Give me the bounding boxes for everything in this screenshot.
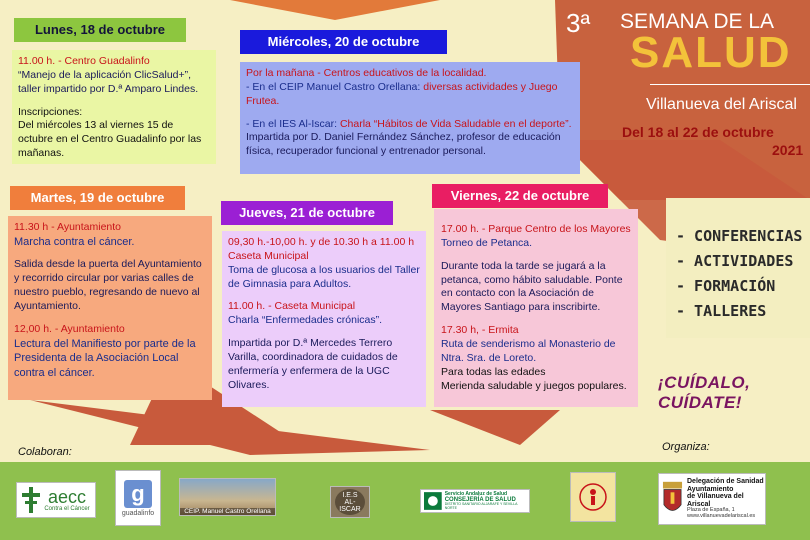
org-line3: de Villanueva del Ariscal: [687, 493, 744, 508]
monday-insc-title: Inscripciones:: [18, 105, 83, 118]
cross-icon: [22, 487, 40, 513]
monday-insc-text: Del miércoles 13 al viernes 15 de octubre en el Centro Guadalinfo por las mañanas.: [18, 119, 202, 160]
organiza-label: Organiza:: [662, 441, 710, 453]
ies-name: I.E.S AL-ISCAR: [335, 489, 365, 515]
wednesday-ies: - En el IES Al-Iscar:: [246, 117, 338, 130]
friday-e2-time: 17.30 h, - Ermita: [441, 324, 519, 337]
slogan: ¡CUÍDALO, CUÍDATE!: [658, 373, 751, 412]
place-name: Villanueva del Ariscal: [646, 96, 797, 113]
org-line2: Ayuntamiento: [687, 485, 734, 493]
thursday-e2-title: Charla “Enfermedades crónicas”.: [228, 314, 383, 327]
ceip-logo[interactable]: [179, 478, 276, 516]
activity-item: - ACTIVIDADES: [676, 252, 794, 270]
tuesday-e2-title: Lectura del Manifiesto por parte de la Presidenta de la Asociación Local contra el cáncer.: [14, 337, 196, 379]
wednesday-ies-desc: Charla “Hábitos de Vida Saludable en el deporte”.: [337, 117, 572, 130]
tuesday-header: Martes, 19 de octubre: [10, 186, 185, 210]
tuesday-box: [8, 216, 212, 400]
colaboran-label: Colaboran:: [18, 446, 72, 458]
org-line1: Delegación de Sanidad: [687, 477, 764, 485]
thursday-e1-place: Caseta Municipal: [228, 249, 309, 262]
event-title-block: [560, 0, 810, 200]
friday-e2-line1: Para todas las edades: [441, 365, 546, 378]
wednesday-line1: Por la mañana - Centros educativos de la localidad.: [246, 67, 487, 79]
activity-item: - TALLERES: [676, 302, 767, 320]
thursday-e1-time: 09,30 h.-10,00 h. y de 10.30 h a 11.00 h: [228, 236, 415, 248]
monday-desc: “Manejo de la aplicación ClicSalud+”, taller impartido por D.ª Amparo Lindes.: [18, 68, 199, 95]
thursday-e2-desc: Impartida por D.ª Mercedes Terrero Varilla, coordinadora de cuidados de enfermería y enfermera de la UGC Olivares.: [228, 337, 398, 391]
wednesday-box: [240, 62, 580, 174]
wednesday-header: Miércoles, 20 de octubre: [240, 30, 447, 54]
monday-time: 11.00 h. - Centro Guadalinfo: [18, 55, 150, 67]
aecc-sub: Contra el Cáncer: [44, 506, 90, 512]
sas-line1: Servicio Andaluz de Salud: [444, 490, 508, 497]
monday-header: Lunes, 18 de octubre: [14, 18, 186, 42]
wednesday-ceip-desc: diversas actividades y Juego Frutea.: [246, 80, 558, 107]
ceip-name: CEIP. Manuel Castro Orellana: [180, 508, 275, 515]
friday-e1-title: Torneo de Petanca.: [441, 236, 533, 249]
title-line2: SALUD: [630, 28, 792, 77]
friday-e1-time: 17.00 h. - Parque Centro de los Mayores: [441, 223, 631, 235]
thursday-e2-time: 11.00 h. - Caseta Municipal: [228, 300, 356, 313]
guadalinfo-logo[interactable]: [115, 470, 161, 526]
edition-number: 3ª: [566, 8, 591, 38]
friday-e1-desc: Durante toda la tarde se jugará a la petanca, como hábito saludable. Ponte en contacto con la Asociación de Mayores Santiago para inscribirte.: [441, 259, 623, 314]
wednesday-speaker: Impartida por D. Daniel Fernández Sánchez, profesor de educación física, recuperador funcional y entrenador personal.: [246, 131, 561, 158]
friday-header: Viernes, 22 de octubre: [432, 184, 608, 208]
health-circle-logo[interactable]: [570, 472, 616, 522]
wednesday-ceip: - En el CEIP Manuel Castro Orellana:: [246, 80, 421, 93]
date-range: Del 18 al 22 de octubre: [622, 124, 774, 140]
aecc-logo[interactable]: [16, 482, 96, 518]
activity-item: - CONFERENCIAS: [676, 227, 803, 245]
activities-list: [676, 224, 802, 324]
tuesday-e1-desc: Salida desde la puerta del Ayuntamiento y recorrido circular por varias calles de nuestro pueblo, regresando de nuevo al Ayuntamiento.: [14, 258, 202, 312]
ies-logo[interactable]: [330, 486, 370, 518]
thursday-box: [222, 231, 426, 407]
tuesday-e1-time: 11.30 h - Ayuntamiento: [14, 221, 122, 233]
title-line1: SEMANA DE LA: [620, 10, 775, 33]
guadalinfo-g-icon: g: [124, 480, 152, 508]
heart-person-icon: [578, 482, 608, 512]
ayuntamiento-logo[interactable]: [658, 473, 766, 525]
year: 2021: [772, 142, 804, 158]
tuesday-e2-time: 12,00 h. - Ayuntamiento: [14, 322, 125, 335]
friday-box: [434, 209, 638, 407]
friday-e2-line2: Merienda saludable y juegos populares.: [441, 379, 627, 392]
thursday-e1-desc: Toma de glucosa a los usuarios del Taller de Gimnasia para Adultos.: [228, 263, 420, 290]
thursday-header: Jueves, 21 de octubre: [221, 201, 393, 225]
org-line4: Plaza de España, 1: [687, 507, 735, 514]
activity-item: - FORMACIÓN: [676, 277, 776, 295]
sas-line2: CONSEJERÍA DE SALUD: [444, 496, 516, 503]
coat-of-arms-icon: [662, 479, 683, 519]
aecc-name: aecc: [47, 487, 86, 507]
friday-e2-title: Ruta de senderismo al Monasterio de Ntra. Sra. de Loreto.: [441, 338, 616, 364]
sas-logo[interactable]: [420, 489, 530, 513]
guadalinfo-name: guadalinfo: [121, 509, 155, 517]
andalucia-emblem-icon: [424, 492, 442, 510]
title-divider: [650, 84, 810, 85]
monday-box: [12, 50, 216, 164]
org-line5: www.villanuevadelariscal.es: [687, 513, 756, 520]
tuesday-e1-title: Marcha contra el cáncer.: [14, 235, 135, 248]
sas-line3: DISTRITO SANITARIO ALJARAFE Y SEVILLA NORTE: [444, 502, 518, 510]
